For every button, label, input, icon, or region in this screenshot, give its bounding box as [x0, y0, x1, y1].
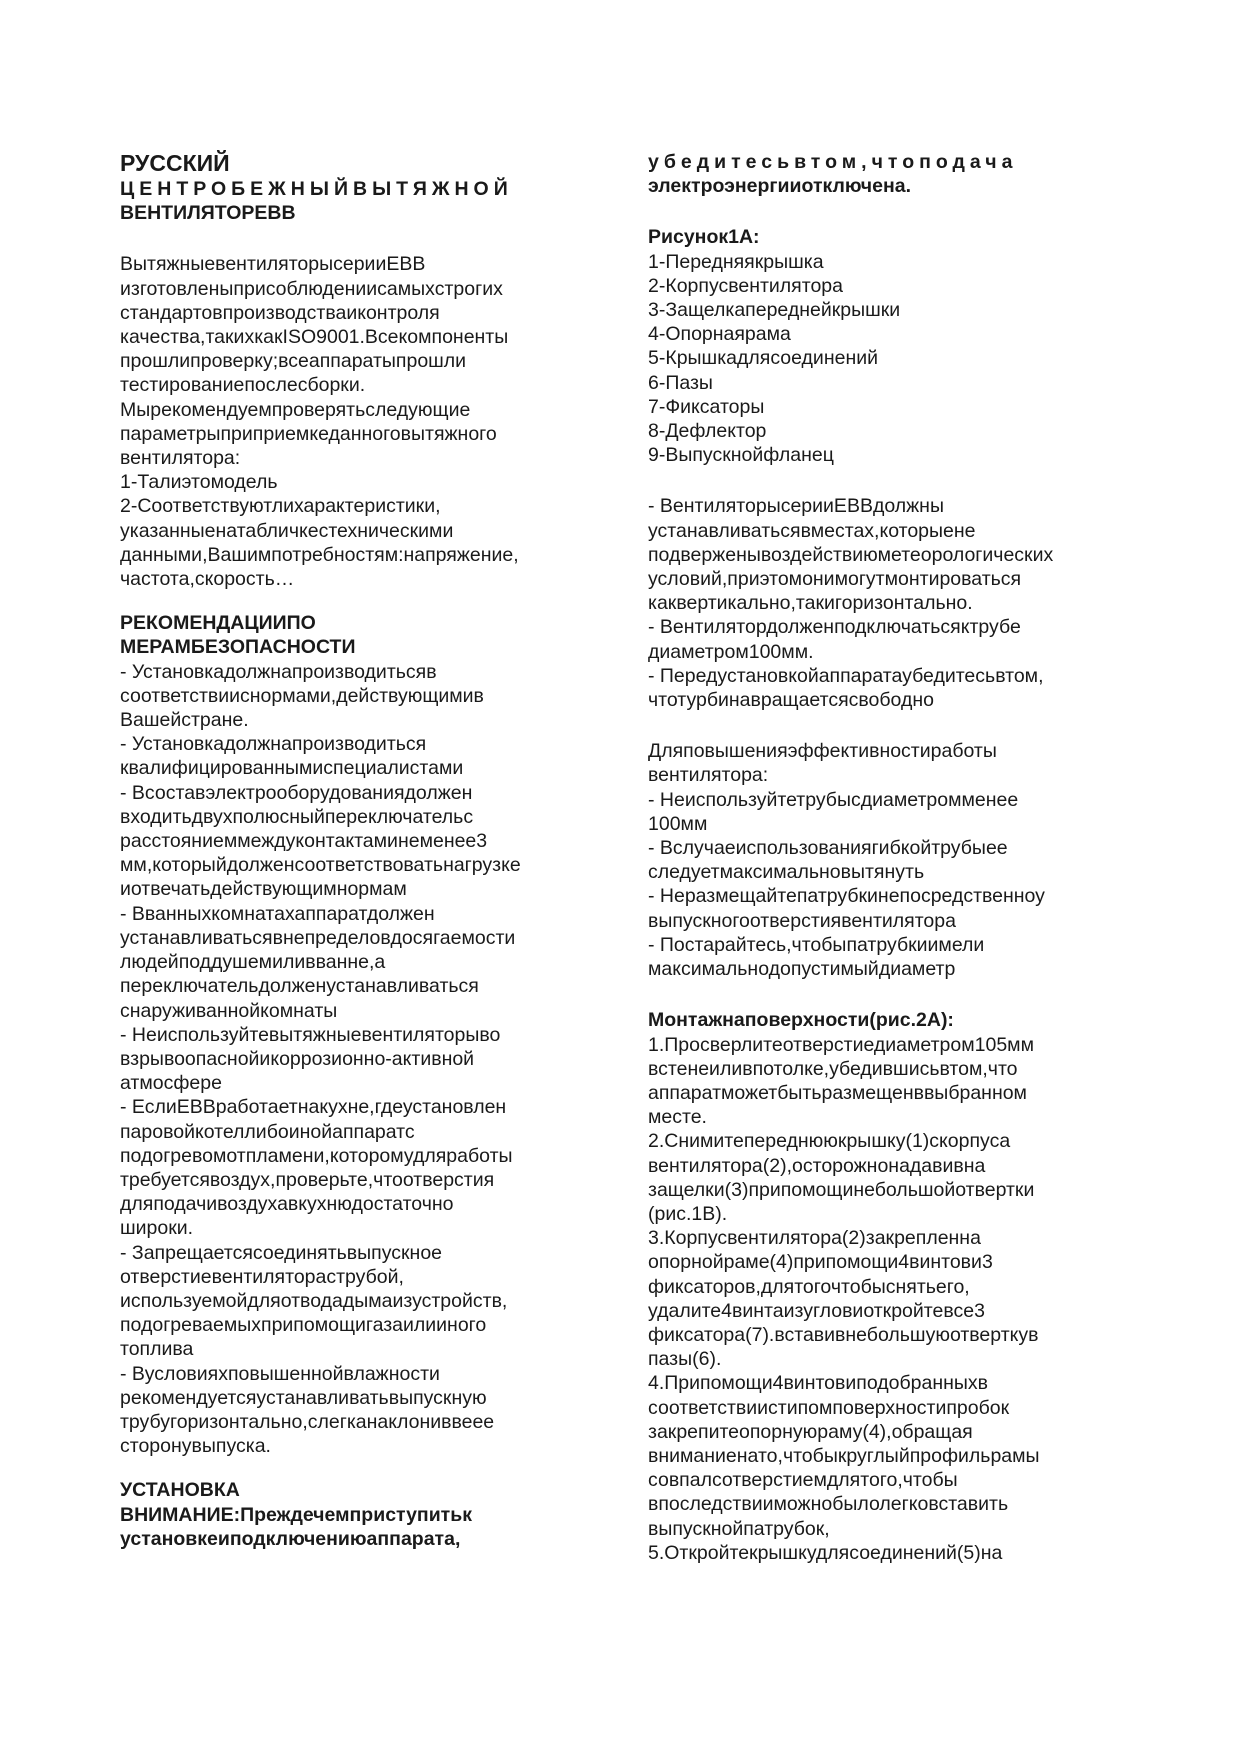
text-line: следуетмаксимальновытянуть — [648, 861, 925, 884]
text-line: указанныенатабличкестехническими — [120, 519, 454, 542]
text-line: прошлипроверку;всеаппаратыпрошли — [120, 350, 467, 373]
warning-line-3: убедитесьвтом,чтоподача — [648, 151, 1018, 173]
text-line: 5.Откройтекрышкудлясоединений(5)на — [648, 1541, 1003, 1564]
text-line: выпускнойпатрубок, — [648, 1517, 830, 1540]
text-line: 2.Снимитепереднююкрышку(1)скорпуса — [648, 1130, 1011, 1153]
text-line: вниманиенато,чтобыкруглыйпрофильрамы — [648, 1444, 1040, 1467]
text-line: дляподачивоздухавкухнюдостаточно — [120, 1193, 454, 1216]
text-line: Вашейстране. — [120, 709, 249, 732]
text-line: частота,скорость… — [120, 568, 295, 591]
text-line: 1-Талиэтомодель — [120, 471, 278, 494]
text-line: фиксаторов,длятогочтобыснятьего, — [648, 1275, 970, 1298]
text-line: людейподдушемиливванне,а — [120, 951, 386, 974]
text-line: квалифицированнымиспециалистами — [120, 757, 464, 780]
figure-legend — [648, 250, 1123, 468]
text-line: - Вусловияхповышеннойвлажности — [120, 1362, 440, 1385]
text-line: - ЕслиEBBработаетнакухне,гдеустановлен — [120, 1096, 507, 1119]
text-line: устанавливатьсявместах,которыене — [648, 519, 976, 542]
text-line: выпускногоотверстиявентилятора — [648, 909, 956, 932]
text-line: стандартовпроизводстваиконтроля — [120, 301, 440, 324]
text-line: вентилятора(2),осторожнонадавивна — [648, 1154, 986, 1177]
text-line: - Неразмещайтепатрубкинепосредственноу — [648, 885, 1045, 908]
text-line: Дляповышенияэффективностиработы — [648, 740, 997, 763]
list-item: 1-Передняякрышка — [648, 250, 824, 273]
text-line: соответствиистипомповерхностипробок — [648, 1396, 1010, 1419]
text-line: Мырекомендуемпроверятьследующие — [120, 398, 471, 421]
text-line: совпалсотверстиемдлятого,чтобы — [648, 1469, 958, 1492]
text-line: 3.Корпусвентилятора(2)закрепленна — [648, 1227, 981, 1250]
text-line: условий,приэтомонимогутмонтироваться — [648, 568, 1022, 591]
text-line: ВытяжныевентиляторысерииEBB — [120, 253, 426, 276]
text-line: снаруживаннойкомнаты — [120, 999, 338, 1022]
text-line: - Неиспользуйтевытяжныевентиляторыво — [120, 1023, 501, 1046]
text-line: (рис.1В). — [648, 1202, 728, 1225]
text-line: параметрыприприемкеданноговытяжного — [120, 422, 497, 445]
list-item: 8-Дефлектор — [648, 420, 767, 443]
text-line: опорнойраме(4)припомощи4винтови3 — [648, 1251, 993, 1274]
text-line: переключательдолженустанавливаться — [120, 975, 479, 998]
text-line: сторонувыпуска. — [120, 1435, 271, 1458]
text-line: - Постарайтесь,чтобыпатрубкиимели — [648, 933, 985, 956]
text-line: 4.Припомощи4винтовиподобранныхв — [648, 1372, 989, 1395]
text-line: соответствииснормами,действующимив — [120, 684, 484, 707]
right-column — [648, 150, 1123, 1565]
text-line: рекомендуетсяустанавливатьвыпускную — [120, 1386, 487, 1409]
text-line: каквертикально,такигоризонтально. — [648, 592, 973, 615]
surface-mount-steps — [648, 1033, 1123, 1565]
list-item: 3-Защелкапереднейкрышки — [648, 299, 901, 322]
text-line: изготовленыприсоблюдениисамыхстрогих — [120, 277, 503, 300]
text-line: максимальнодопустимыйдиаметр — [648, 958, 956, 981]
text-line: месте. — [648, 1106, 707, 1129]
text-line: иотвечатьдействующимнормам — [120, 878, 407, 901]
safety-heading-line-2: МЕРАМБЕЗОПАСНОСТИ — [120, 636, 356, 659]
text-line: пазы(6). — [648, 1348, 722, 1371]
list-item: 7-Фиксаторы — [648, 395, 765, 418]
text-line: подверженывоздействиюметеорологических — [648, 543, 1054, 566]
text-line: закрепитеопорнуюраму(4),обращая — [648, 1420, 973, 1443]
install-heading: УСТАНОВКА — [120, 1479, 240, 1502]
text-line: - Вванныхкомнатахаппаратдолжен — [120, 902, 435, 925]
text-line: - Всоставэлектрооборудованиядолжен — [120, 781, 473, 804]
text-line: аппаратможетбытьразмещенввыбранном — [648, 1081, 1027, 1104]
text-line: - Неиспользуйтетрубысдиаметромменее — [648, 788, 1019, 811]
text-line: широки. — [120, 1217, 194, 1240]
warning-line-4: электроэнергииотключена. — [648, 175, 912, 198]
text-line: - Запрещаетсясоединятьвыпускное — [120, 1241, 443, 1264]
text-line: - Установкадолжнапроизводитьсяв — [120, 660, 437, 683]
text-line: отверстиевентилятораструбой, — [120, 1265, 404, 1288]
text-line: - Передустановкойаппаратаубедитесьвтом, — [648, 664, 1044, 687]
list-item: 2-Корпусвентилятора — [648, 274, 843, 297]
text-line: атмосфере — [120, 1072, 222, 1095]
text-line: впоследствииможнобылолегковставить — [648, 1493, 1009, 1516]
left-column — [120, 150, 590, 1551]
text-line: входитьдвухполюсныйпереключательс — [120, 805, 474, 828]
text-line: вентилятора: — [120, 447, 241, 470]
text-line: расстояниеммеждуконтактаминеменее3 — [120, 830, 488, 853]
text-line: встенеиливпотолке,убедившисьвтом,что — [648, 1057, 1018, 1080]
product-title-line-1: ЦЕНТРОБЕЖНЫЙВЫТЯЖНОЙ — [120, 178, 513, 200]
text-line: устанавливатьсявнепределовдосягаемости — [120, 926, 516, 949]
text-line: удалите4винтаизугловиоткройтевсе3 — [648, 1299, 985, 1322]
text-line: 2-Соответствуютлихарактеристики, — [120, 495, 441, 518]
text-line: фиксатора(7).вставивнебольшуюотверткув — [648, 1323, 1039, 1346]
list-item: 9-Выпускнойфланец — [648, 444, 834, 467]
text-line: - Установкадолжнапроизводиться — [120, 733, 427, 756]
text-line: тестированиепослесборки. — [120, 374, 366, 397]
text-line: требуетсявоздух,проверьте,чтоотверстия — [120, 1168, 495, 1191]
intro-paragraph — [120, 252, 590, 591]
list-item: 6-Пазы — [648, 371, 713, 394]
language-title: РУССКИЙ — [120, 150, 230, 176]
safety-list — [120, 660, 590, 1459]
text-line: паровойкотеллибоинойаппаратс — [120, 1120, 415, 1143]
list-item: 4-Опорнаярама — [648, 323, 791, 346]
text-line: взрывоопаснойикоррозионно-активной — [120, 1047, 475, 1070]
text-line: подогревомотпламени,которомудляработы — [120, 1144, 513, 1167]
efficiency-section — [648, 739, 1123, 981]
text-line: - ВентиляторысерииEBBдолжны — [648, 495, 944, 518]
text-line: - Вслучаеиспользованиягибкойтрубыее — [648, 837, 1008, 860]
text-line: защелки(3)припомощинебольшойотвертки — [648, 1178, 1035, 1201]
warning-line-2: установкеиподключениюаппарата, — [120, 1527, 461, 1550]
safety-heading-line-1: РЕКОМЕНДАЦИИПО — [120, 612, 316, 635]
text-line: 100мм — [648, 812, 708, 835]
list-item: 5-Крышкадлясоединений — [648, 347, 878, 370]
text-line: используемойдляотводадымаизустройств, — [120, 1289, 508, 1312]
text-line: топлива — [120, 1338, 194, 1361]
text-line: вентилятора: — [648, 764, 769, 787]
text-line: 1.Просверлитеотверстиедиаметром105мм — [648, 1033, 1034, 1056]
text-line: трубугоризонтально,слегканаклониввеее — [120, 1410, 495, 1433]
text-line: качества,такихкакISO9001.Всекомпоненты — [120, 326, 509, 349]
product-title-line-2: ВЕНТИЛЯТОРЕВВ — [120, 202, 296, 225]
surface-mount-heading: Монтажнаповерхности(рис.2А): — [648, 1009, 954, 1032]
figure-heading: Рисунок1А: — [648, 226, 760, 249]
text-line: мм,которыйдолженсоответствоватьнагрузке — [120, 854, 521, 877]
mounting-notes — [648, 494, 1123, 712]
text-line: данными,Вашимпотребностям:напряжение, — [120, 543, 519, 566]
warning-line-1: ВНИМАНИЕ:Преждечемприступитьк — [120, 1503, 472, 1526]
text-line: - Вентилятордолженподключатьсяктрубе — [648, 616, 1021, 639]
text-line: подогреваемыхприпомощигазаилииного — [120, 1314, 487, 1337]
text-line: чтотурбинавращаетсясвободно — [648, 689, 934, 712]
text-line: диаметром100мм. — [648, 640, 814, 663]
